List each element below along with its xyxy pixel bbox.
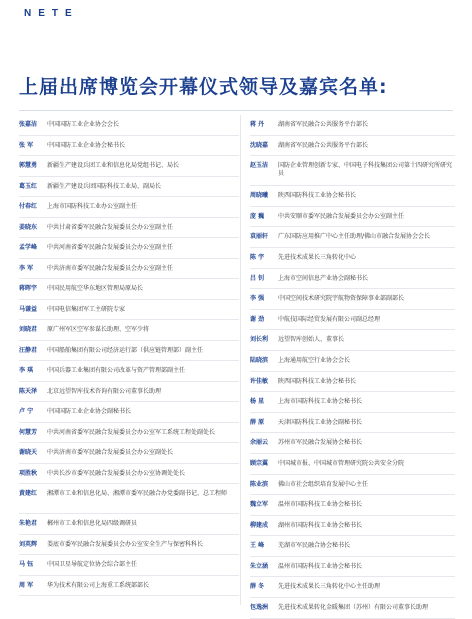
guest-row [19,136,239,157]
guest-name: 李 琪 [19,367,34,374]
guest-title: 上海市空间信息产业协会副秘书长 [278,274,369,282]
guest-title: 先进技术成果转化金暖集团（苏州）有限公司董事长助理 [278,604,429,612]
guest-row [19,115,239,136]
guest-name: 郭慧勇 [19,162,38,169]
guest-row [19,156,239,177]
guest-title: 华为技术有限公司上海重工系统部部长 [47,581,150,589]
guest-row [19,238,239,259]
guest-row [250,248,455,269]
guest-row [250,433,455,454]
guest-name: 葛玉红 [19,182,38,190]
guest-name: 张嘉洁 [19,121,38,128]
guest-row [19,402,239,423]
guest-title: 中国城市报、中国城市管理研究院公共安全分院 [278,459,405,467]
guest-name: 薛 冬 [250,583,265,591]
guest-name: 汪静君 [19,346,38,354]
guest-title: 中共河南省委军民融合发展委员会办公室副主任 [47,244,174,251]
guest-title: 新疆生产建设兵团工业和信息化局党组书记、局长 [47,162,180,169]
guest-name: 马 钰 [19,561,34,568]
guest-name: 李 军 [19,264,34,272]
guest-title: 陕西国防科技工业协会秘书长 [278,377,357,385]
guest-title: 娄底市委军民融合发展委员会办公室安全生产与保密科科长 [47,540,204,548]
guest-name: 沈晓嘉 [250,141,269,149]
guest-name: 赵玉洁 [250,162,269,170]
guest-name: 黄建红 [19,490,38,497]
guest-name: 谢 劲 [250,315,265,323]
guest-row [19,514,239,535]
guest-title: 远望智库创始人、董事长 [278,336,345,344]
guest-title: 先进技术成果长三角转化中心主任助理 [278,583,381,591]
guest-name: 付春红 [19,203,38,210]
page-title: 上届出席博览会开幕仪式领导及嘉宾名单: [19,76,388,98]
guest-row [19,382,239,403]
guest-title: 温州市国防科技工业协会秘书长 [278,501,363,509]
guest-row [19,300,239,321]
guest-name: 谢晓天 [19,449,38,456]
guest-title: 湖州市国防科技工业协会秘书长 [278,521,363,529]
guest-title: 中国国防工业企业协会副秘书长 [47,408,132,415]
guest-name: 项胜秋 [19,469,38,477]
guest-name: 李 强 [250,295,265,303]
guest-row [250,372,455,393]
guest-name: 朱艳君 [19,520,38,527]
guest-name: 张 军 [19,141,34,149]
guest-row [250,136,455,157]
guest-row [19,279,239,300]
guest-row [250,269,455,290]
guest-name: 庞 巍 [250,212,265,220]
nete-logo: NETE [24,8,79,19]
guest-title: 郴州市工业和信息化局四级调研员 [47,520,138,527]
guest-title: 广东国防应用推广中心主任助理/佛山市融合发展协会会长 [278,233,431,241]
guest-title: 佛山市社会组织培育发展中心主任 [278,480,369,488]
guest-row [250,454,455,475]
guest-row [250,557,455,578]
guest-name: 刘长利 [250,336,269,344]
guest-row [250,115,455,136]
guest-title: 湘潭市工业和信息化局、湘潭市委军民融合办党委副书记、总工程师 [47,490,228,497]
guest-title: 温州市国防科技工业协会秘书长 [278,562,363,570]
guest-name: 陆晓滨 [250,356,269,364]
guest-title: 中共济南市委军民融合发展委员会办公室副处长 [47,449,174,456]
guest-name: 杨 星 [250,398,265,406]
guest-name: 袁丽轩 [250,233,269,241]
guest-name: 孟学峰 [19,244,38,251]
guest-title: 中共甘肃省委军民融合发展委员会办公室副主任 [47,223,174,231]
guest-list-right [250,115,455,619]
guest-title: 天津国防科技工业协会副秘书长 [278,418,363,426]
guest-title: 中国民用航空华东地区管理局原局长 [47,285,144,292]
guest-title: 湖南省军民融合公共服务平台部长 [278,141,369,149]
guest-title: 陕西国防科技工业协会秘书长 [278,192,357,200]
guest-name: 陈业滨 [250,480,269,488]
guest-title: 中共安顺市委军民融合发展委员会办公室副主任 [278,212,405,220]
guest-row [250,207,455,228]
column-divider [240,115,241,605]
guest-name: 蒋 丹 [250,121,265,128]
guest-title: 国防企业管理创新专家、中国电子科技集团公司第十四研究所研究员 [278,162,453,177]
guest-name: 魏立军 [250,501,269,509]
guest-name: 姜晓东 [19,223,38,231]
guest-title: 上海通用航空行业协会会长 [278,356,351,364]
guest-name: 余丽云 [250,439,269,447]
guest-name: 蒋晖宇 [19,285,38,292]
guest-row [250,156,455,186]
guest-name: 刘英辉 [19,540,38,548]
guest-name: 王 峰 [250,542,265,550]
guest-title: 上海市国防科技工业办公室副主任 [47,203,138,210]
guest-title: 中国国防工业企业协会会长 [47,121,120,128]
guest-row [19,320,239,341]
guest-row [250,289,455,310]
guest-row [250,310,455,331]
guest-name: 许佳敏 [250,377,269,385]
guest-row [250,392,455,413]
guest-title: 先进技术成果长三角转化中心 [278,253,357,261]
guest-row [250,413,455,434]
guest-row [250,495,455,516]
guest-row [19,443,239,464]
guest-row [250,330,455,351]
guest-list-left [19,115,239,596]
guest-title: 上海市国防科技工业协会秘书长 [278,398,363,406]
guest-row [250,227,455,248]
guest-row [19,197,239,218]
guest-name: 柳建成 [250,521,269,529]
guest-title: 北京远望智库技术咨询有限公司董事长助理 [47,387,162,395]
guest-title: 中航技国际经贸发展有限公司副总经理 [278,315,381,323]
guest-name: 马谦益 [19,305,38,313]
guest-row [19,361,239,382]
guest-name: 卢 宁 [19,408,34,415]
guest-row [19,423,239,444]
guest-row [250,351,455,372]
guest-name: 周晓曦 [250,192,269,200]
guest-row [250,598,455,619]
guest-row [19,484,239,514]
guest-row [19,576,239,597]
guest-name: 吕 钊 [250,274,265,282]
title-divider [19,110,453,111]
guest-title: 中共长沙市委军民融合发展委员会办公室协调处处长 [47,469,186,477]
guest-title: 芜湖市军民融合协会秘书长 [278,542,351,550]
guest-title: 中国电信集团军工主研院专家 [47,305,126,313]
guest-row [19,259,239,280]
guest-name: 陈 宇 [250,253,265,261]
guest-title: 中国空间技术研究院宇航物资保障事业部副部长 [278,295,405,303]
guest-row [19,218,239,239]
guest-title: 中国卫星导航定位协会综合部主任 [47,561,138,568]
guest-row [250,475,455,496]
guest-title: 苏州市军民融合发展协会秘书长 [278,439,363,447]
guest-name: 顾宗翼 [250,459,269,467]
guest-name: 何慧芳 [19,428,38,436]
guest-name: 陈天泽 [19,387,38,395]
guest-name: 朱立涵 [250,562,269,570]
guest-row [19,464,239,485]
guest-title: 中国兵器工业集团有限公司改革与资产管理部副主任 [47,367,186,374]
guest-title: 湖南省军民融合公共服务平台部长 [278,121,369,128]
guest-title: 中共济南市委军民融合发展委员会办公室副主任 [47,264,174,272]
guest-row [19,341,239,362]
guest-title: 原广州军区空军参谋长助理、空军少将 [47,326,150,333]
guest-row [250,516,455,537]
guest-title: 中国船舶集团有限公司经济运行部（供应链管理部）副主任 [47,346,204,354]
guest-row [19,555,239,576]
guest-row [250,577,455,598]
guest-name: 薛 原 [250,418,265,426]
guest-title: 新疆生产建设兵团国防科技工业局、副局长 [47,182,162,190]
guest-name: 周 军 [19,581,34,589]
guest-name: 包逸洲 [250,604,269,612]
guest-title: 中共河南省委军民融合发展委员会办公室军工系统工程处副处长 [47,428,216,436]
guest-row [250,536,455,557]
guest-title: 中国国防工业企业协会秘书长 [47,141,126,149]
guest-row [250,186,455,207]
guest-name: 刘晓君 [19,326,38,333]
guest-row [19,535,239,556]
guest-row [19,177,239,198]
